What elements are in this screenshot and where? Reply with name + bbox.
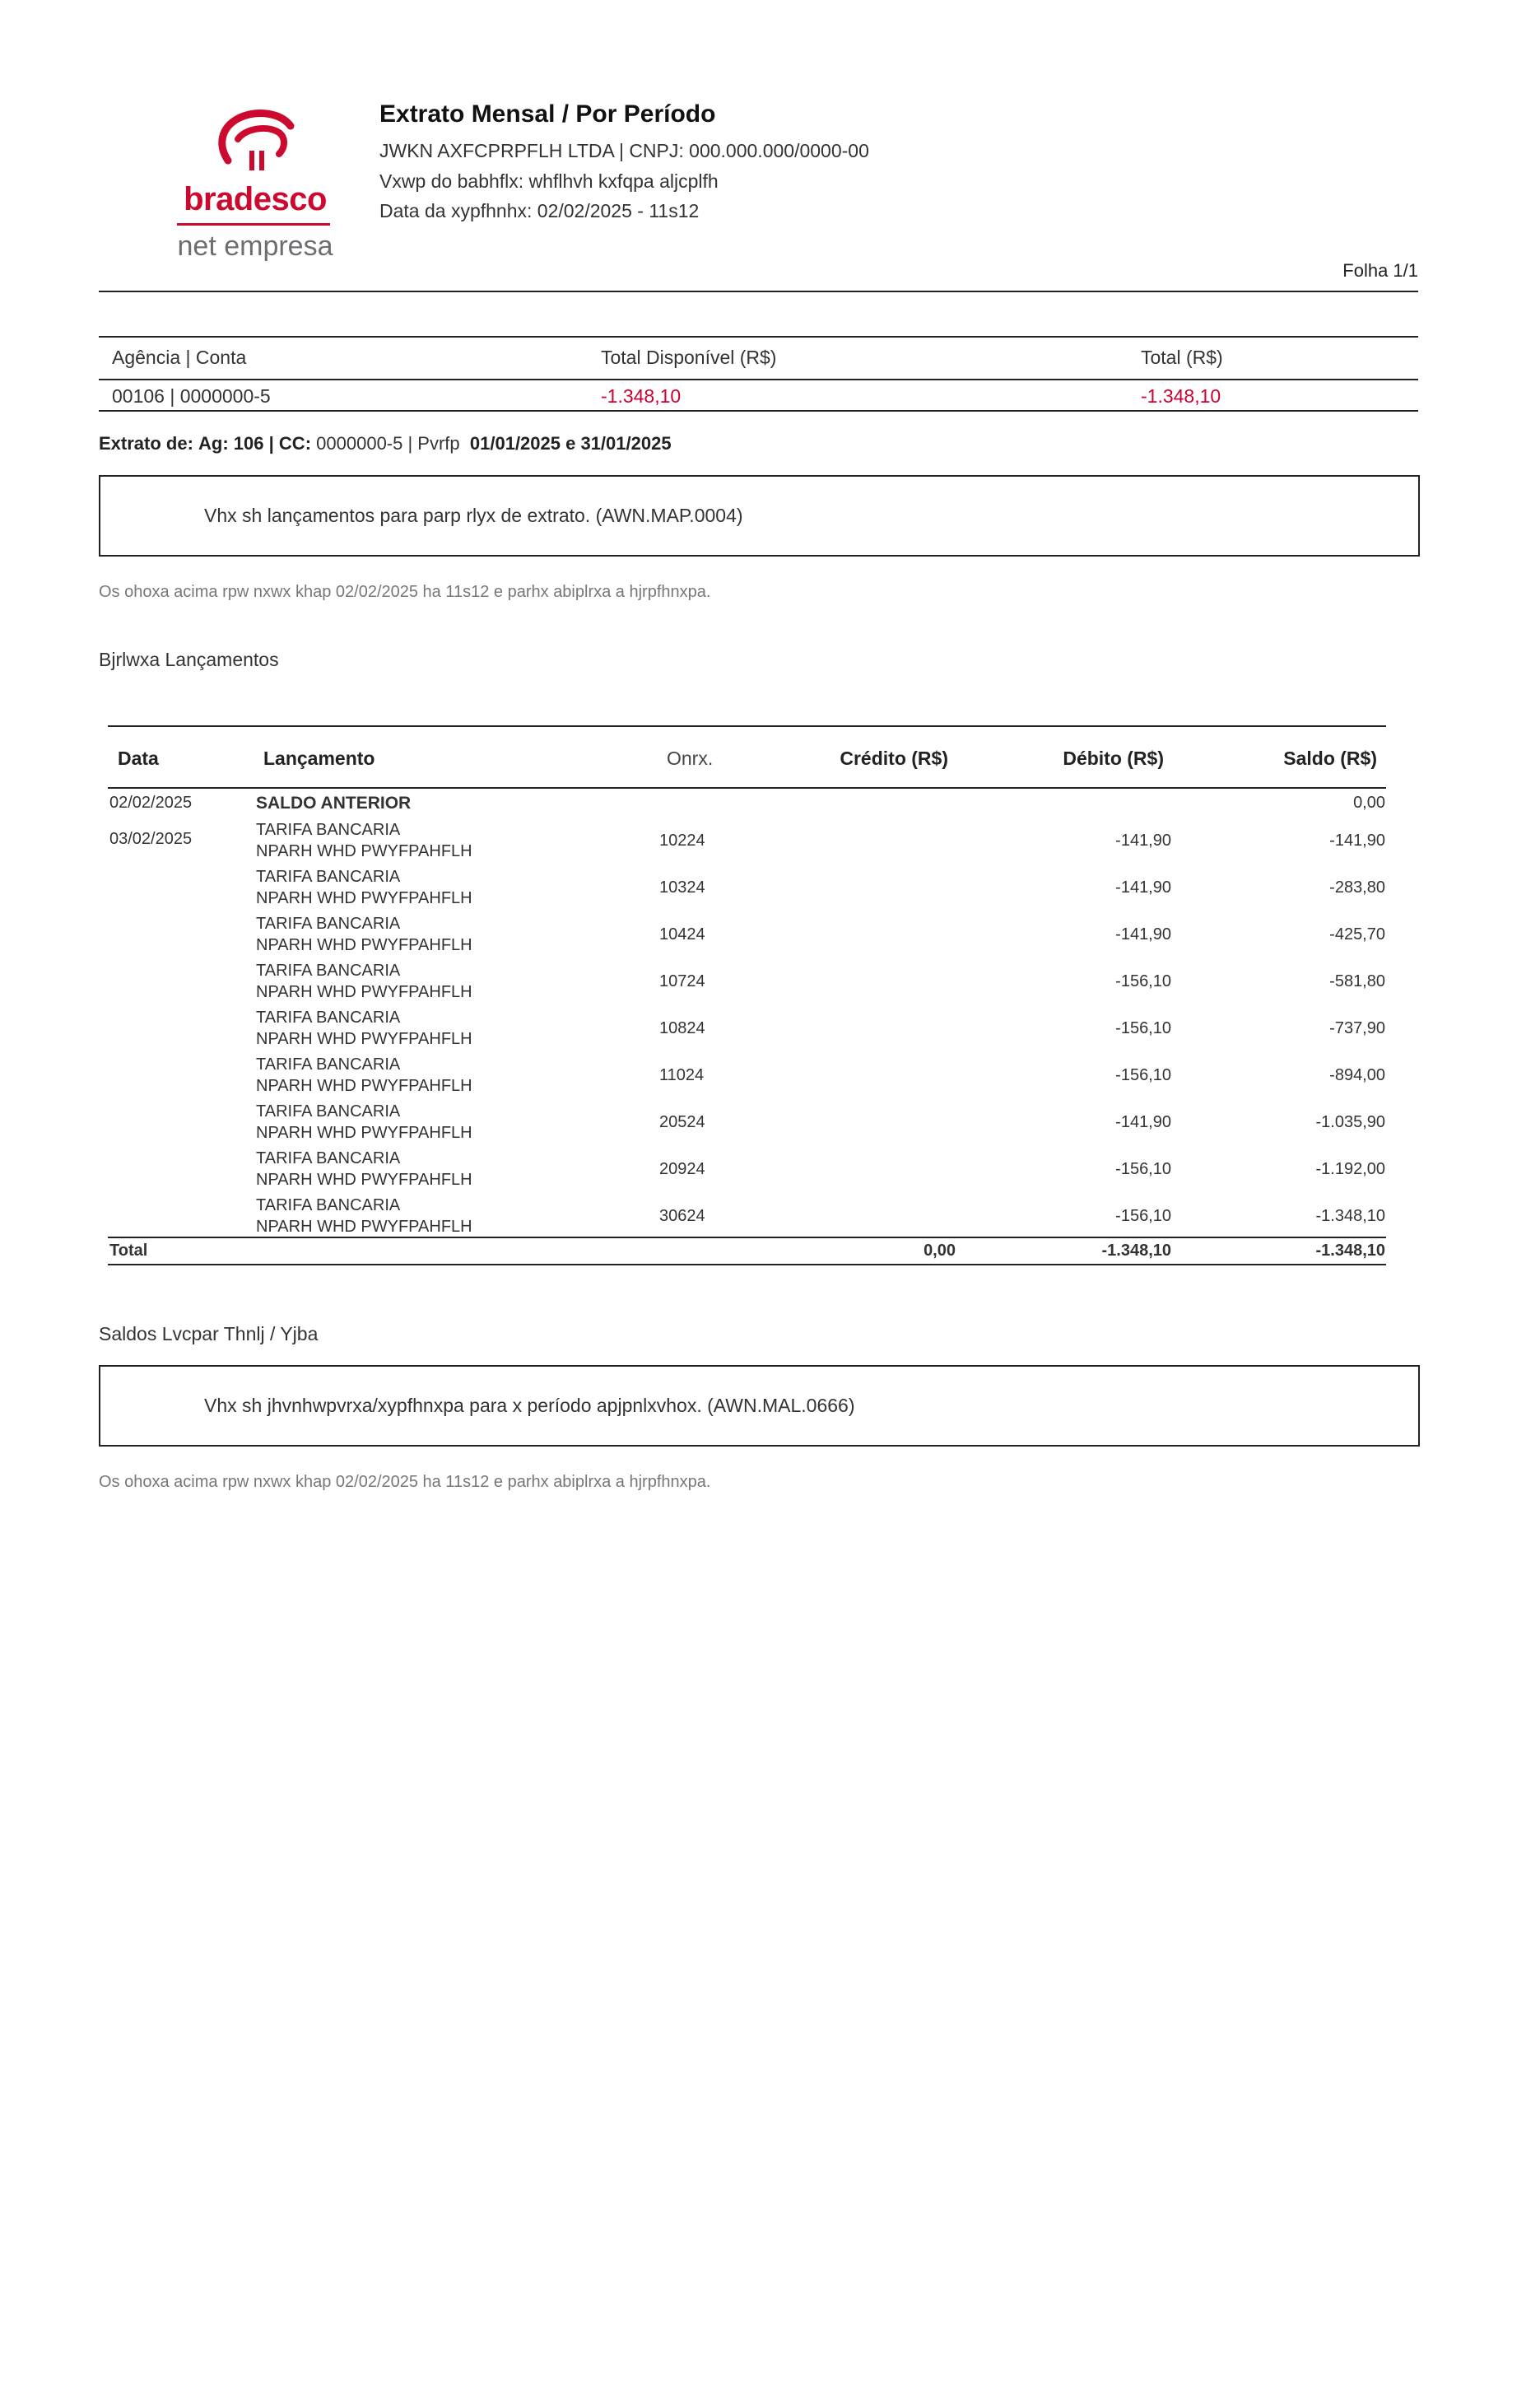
summary-top-rule [99,336,1418,338]
header-line-3: Data da xypfhnhx: 02/02/2025 - 11s12 [379,200,700,221]
extrato-cc-label: | CC: [268,433,312,454]
entry-description: TARIFA BANCARIA [256,915,401,933]
summary-bottom-rule [99,410,1418,412]
page-number: Folha 1/1 [1342,260,1418,281]
saldo-anterior-label: SALDO ANTERIOR [256,794,412,813]
first-entry-date: 03/02/2025 [109,830,193,848]
col-header-lancamento: Lançamento [263,748,375,769]
logo-subtitle: net empresa [177,231,333,262]
entry-detail: NPARH WHD PWYFPAHFLH [256,936,472,954]
entry-saldo: -894,00 [1329,1066,1385,1084]
extrato-cc-value: 0000000-5 | Pvrfp [316,433,460,454]
entry-detail: NPARH WHD PWYFPAHFLH [256,1171,472,1189]
entry-debito: -156,10 [1115,1066,1171,1084]
col-header-doc: Onrx. [667,748,714,769]
summary-header-available: Total Disponível (R$) [601,347,777,368]
extrato-period: 01/01/2025 e 31/01/2025 [469,433,672,454]
entry-detail: NPARH WHD PWYFPAHFLH [256,889,472,907]
summary-total-value: -1.348,10 [1141,385,1221,407]
header-divider [99,291,1418,292]
entry-document: 10224 [659,832,705,850]
total-credito: 0,00 [924,1242,956,1260]
entry-document: 30624 [659,1207,705,1225]
col-header-saldo: Saldo (R$) [1283,748,1377,769]
extrato-label: Extrato de: [99,433,193,454]
logo-brand-text: bradesco [184,181,327,217]
no-entries-box [99,475,1420,557]
entry-document: 10424 [659,925,705,944]
entry-detail: NPARH WHD PWYFPAHFLH [256,1077,472,1095]
entry-document: 10824 [659,1019,705,1037]
summary-available-value: -1.348,10 [601,385,682,407]
entry-saldo: -141,90 [1329,832,1385,850]
entry-debito: -156,10 [1115,1207,1171,1225]
entry-document: 11024 [659,1066,705,1084]
entry-detail: NPARH WHD PWYFPAHFLH [256,1030,472,1048]
info-note-1: Os ohoxa acima rpw nxwx khap 02/02/2025 ha 11s12 e parhx abiplrxa a hjrpfhnxpa. [99,583,711,601]
entry-detail: NPARH WHD PWYFPAHFLH [256,842,472,860]
col-header-debito: Débito (R$) [1063,748,1164,769]
entry-debito: -141,90 [1115,832,1171,850]
entry-saldo: -283,80 [1329,878,1385,897]
entry-document: 20524 [659,1113,705,1131]
entry-debito: -156,10 [1115,1160,1171,1178]
summary-header-account: Agência | Conta [112,347,247,368]
entry-document: 20924 [659,1160,705,1178]
section-title-lancamentos: Bjrlwxa Lançamentos [99,649,279,670]
entry-saldo: -1.348,10 [1315,1207,1385,1225]
entry-description: TARIFA BANCARIA [256,868,401,886]
table-total-rule [108,1237,1386,1238]
page-title: Extrato Mensal / Por Período [379,100,716,128]
extrato-line [99,433,672,454]
logo-underline [177,223,330,226]
header-line-2: Vxwp do babhflx: whflhvh kxfqpa aljcplfh [379,170,719,192]
entry-document: 10324 [659,878,705,897]
extrato-agency: Ag: 106 [198,433,264,454]
summary-mid-rule [99,379,1418,380]
summary-header-total: Total (R$) [1141,347,1223,368]
table-top-rule [108,725,1386,727]
entry-detail: NPARH WHD PWYFPAHFLH [256,1124,472,1142]
saldo-anterior-date: 02/02/2025 [109,794,193,812]
entry-description: TARIFA BANCARIA [256,1009,401,1027]
entry-debito: -141,90 [1115,1113,1171,1131]
entry-description: TARIFA BANCARIA [256,962,401,980]
no-balances-message: Vhx sh jhvnhwpvrxa/xypfhnxpa para x período apjpnlxvhox. (AWN.MAL.0666) [204,1395,855,1416]
total-label: Total [109,1242,148,1260]
section-title-saldos: Saldos Lvcpar Thnlj / Yjba [99,1323,319,1344]
entry-debito: -156,10 [1115,972,1171,990]
saldo-anterior-value: 0,00 [1353,794,1385,812]
entry-description: TARIFA BANCARIA [256,1055,401,1074]
entry-debito: -156,10 [1115,1019,1171,1037]
entry-saldo: -1.192,00 [1315,1160,1385,1178]
total-debito: -1.348,10 [1101,1242,1171,1260]
entry-description: TARIFA BANCARIA [256,1196,401,1214]
entry-saldo: -1.035,90 [1315,1113,1385,1131]
entry-debito: -141,90 [1115,878,1171,897]
company-line: JWKN AXFCPRPFLH LTDA | CNPJ: 000.000.000/0000-00 [379,140,869,161]
col-header-credito: Crédito (R$) [840,748,948,769]
entry-saldo: -425,70 [1329,925,1385,944]
entry-detail: NPARH WHD PWYFPAHFLH [256,1218,472,1236]
summary-account-value: 00106 | 0000000-5 [112,385,271,407]
col-header-data: Data [118,748,159,769]
entry-detail: NPARH WHD PWYFPAHFLH [256,983,472,1001]
no-entries-message: Vhx sh lançamentos para parp rlyx de extrato. (AWN.MAP.0004) [204,505,743,526]
total-saldo: -1.348,10 [1315,1242,1385,1260]
no-balances-box [99,1365,1420,1447]
entry-description: TARIFA BANCARIA [256,1149,401,1167]
entry-saldo: -737,90 [1329,1019,1385,1037]
table-bottom-rule [108,1264,1386,1265]
entry-document: 10724 [659,972,705,990]
entry-debito: -141,90 [1115,925,1171,944]
entry-description: TARIFA BANCARIA [256,821,401,839]
entry-description: TARIFA BANCARIA [256,1102,401,1121]
info-note-2: Os ohoxa acima rpw nxwx khap 02/02/2025 ha 11s12 e parhx abiplrxa a hjrpfhnxpa. [99,1473,711,1491]
table-header-rule [108,787,1386,789]
entry-saldo: -581,80 [1329,972,1385,990]
